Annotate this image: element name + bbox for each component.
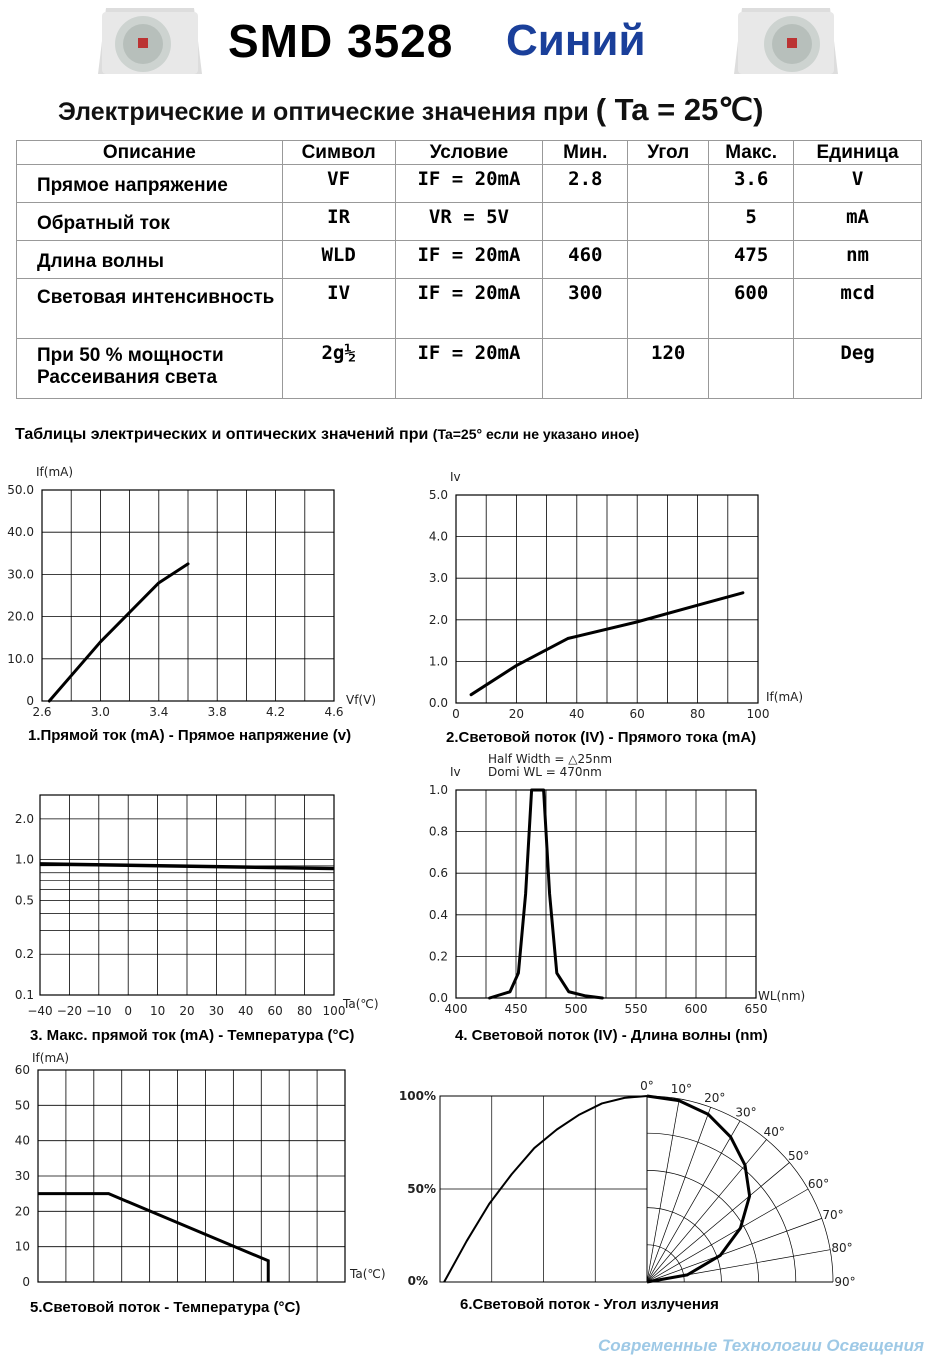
y-tick-label: 1.0 (428, 654, 448, 669)
chart-caption: 6.Световой поток - Угол излучения (460, 1296, 719, 1313)
x-tick-label: 550 (624, 1002, 648, 1016)
chart-caption: 2.Световой поток (IV) - Прямого тока (mA) (446, 729, 757, 746)
x-tick-label: 100 (322, 1004, 346, 1018)
y-tick-label: 5.0 (428, 488, 448, 502)
cell-angle (628, 241, 709, 279)
led-package-image-left (98, 4, 202, 78)
cell-unit: Deg (794, 339, 922, 399)
color-title: Синий (506, 16, 646, 65)
column-header: Условие (395, 141, 543, 165)
cell-symbol: VF (282, 165, 395, 203)
cell-min: 460 (543, 241, 628, 279)
x-tick-label: −40 (27, 1004, 53, 1018)
x-tick-label: −20 (56, 1004, 83, 1018)
cell-desc: Длина волны (17, 241, 283, 279)
section-title-note: (Ta=25° если не указано иное) (432, 426, 640, 442)
cell-min (543, 203, 628, 241)
led-package-image-right (734, 4, 838, 78)
y-tick-label: 50% (407, 1182, 436, 1196)
subtitle-text: Электрические и оптические значения при (58, 98, 589, 126)
y-tick-label: 0.0 (428, 696, 448, 710)
x-tick-label: 600 (684, 1002, 708, 1016)
chart-caption: 5.Световой поток - Температура (°C) (30, 1299, 301, 1316)
model-title: SMD 3528 (228, 15, 454, 67)
x-tick-label: 450 (504, 1002, 528, 1016)
column-header: Макс. (709, 141, 794, 165)
table-row (17, 165, 922, 203)
x-axis-label: If(mA) (766, 690, 804, 704)
x-tick-label: −10 (86, 1004, 112, 1018)
x-tick-label: 60 (629, 707, 645, 721)
cell-unit: mcd (794, 279, 922, 339)
y-tick-label: 10 (14, 1239, 30, 1254)
column-header: Символ (282, 141, 395, 165)
cell-max: 3.6 (709, 165, 794, 203)
y-axis-label: Iv (450, 470, 461, 484)
y-tick-label: 60 (14, 1063, 30, 1077)
cell-unit: nm (794, 241, 922, 279)
y-tick-label: 30 (14, 1169, 30, 1183)
y-tick-label: 0.0 (428, 991, 448, 1005)
chart-forward-current-vs-voltage (0, 460, 400, 720)
angle-label: 60° (807, 1177, 830, 1191)
x-tick-label: 650 (744, 1002, 768, 1016)
angle-label: 90° (834, 1275, 856, 1289)
x-tick-label: 100 (746, 707, 770, 721)
cell-condition: IF = 20mA (395, 241, 543, 279)
x-tick-label: 2.6 (32, 705, 52, 719)
chart-flux-vs-wavelength (420, 750, 820, 1022)
cell-condition: VR = 5V (395, 203, 543, 241)
x-tick-label: 3.0 (90, 705, 110, 719)
cell-angle (628, 203, 709, 241)
y-tick-label: 30.0 (7, 567, 34, 582)
series-line (647, 1096, 750, 1282)
x-axis-label: Vf(V) (346, 693, 377, 707)
x-axis-label: Ta(℃) (350, 1267, 386, 1281)
y-tick-label: 20 (14, 1204, 30, 1219)
cell-condition: IF = 20mA (395, 339, 543, 399)
angle-label: 50° (788, 1149, 810, 1164)
y-tick-label: 0 (26, 694, 34, 708)
y-tick-label: 50 (14, 1098, 30, 1113)
cell-symbol: WLD (282, 241, 395, 279)
y-axis-label: If(mA) (36, 465, 74, 479)
table-row (17, 279, 922, 339)
y-tick-label: 4.0 (428, 529, 448, 544)
cell-max: 475 (709, 241, 794, 279)
y-tick-label: 0.5 (14, 893, 34, 908)
series-line (49, 564, 188, 701)
cell-desc: Световая интенсивность (17, 279, 283, 339)
cell-unit: mA (794, 203, 922, 241)
chart-annotation: Domi WL = 470nm (488, 765, 602, 779)
cell-symbol: IV (282, 279, 395, 339)
angle-label: 30° (735, 1105, 757, 1120)
x-tick-label: 80 (296, 1004, 313, 1018)
y-axis-label: If(mA) (32, 1051, 70, 1065)
y-tick-label: 40.0 (7, 525, 34, 540)
x-tick-label: 4.6 (324, 705, 344, 719)
table-header-row (17, 141, 922, 165)
cell-min: 2.8 (543, 165, 628, 203)
chart-caption: 1.Прямой ток (mA) - Прямое напряжение (v) (28, 727, 352, 744)
cell-max: 600 (709, 279, 794, 339)
cell-max (709, 339, 794, 399)
x-tick-label: 4.2 (266, 705, 286, 719)
cell-max: 5 (709, 203, 794, 241)
x-tick-label: 500 (564, 1002, 588, 1016)
x-tick-label: 80 (689, 707, 706, 721)
series-line (40, 864, 334, 869)
y-tick-label: 3.0 (428, 571, 448, 586)
angle-label: 0° (640, 1079, 654, 1093)
spec-table (16, 140, 922, 399)
section-title-text: Таблицы электрических и оптических значений при (15, 426, 429, 443)
y-tick-label: 0.4 (428, 907, 448, 922)
chart-max-current-vs-temperature (0, 785, 400, 1023)
chart-caption: 3. Макс. прямой ток (mA) - Температура (°C) (30, 1027, 355, 1044)
cell-desc: Прямое напряжение (17, 165, 283, 203)
y-tick-label: 50.0 (7, 483, 34, 497)
cell-angle: 120 (628, 339, 709, 399)
cell-symbol: 2g½ (282, 339, 395, 399)
angle-label: 10° (670, 1081, 693, 1096)
polar-spoke (647, 1140, 767, 1282)
y-tick-label: 1.0 (428, 783, 448, 797)
cell-condition: IF = 20mA (395, 279, 543, 339)
cell-symbol: IR (282, 203, 395, 241)
angle-label: 20° (704, 1090, 726, 1105)
x-tick-label: 10 (149, 1004, 166, 1018)
y-axis-label: Iv (450, 765, 461, 779)
chart-annotation: Half Width = △25nm (488, 752, 613, 766)
y-tick-label: 0.1 (14, 988, 34, 1002)
angle-label: 80° (831, 1240, 853, 1255)
column-header: Угол (628, 141, 709, 165)
cell-angle (628, 279, 709, 339)
y-tick-label: 0.2 (14, 947, 34, 962)
x-tick-label: 40 (569, 707, 585, 721)
x-tick-label: 30 (208, 1004, 225, 1018)
y-tick-label: 1.0 (14, 852, 34, 867)
chart-radiation-pattern (400, 1072, 900, 1292)
cell-min (543, 339, 628, 399)
table-row (17, 203, 922, 241)
y-tick-label: 0.8 (428, 824, 448, 839)
cell-angle (628, 165, 709, 203)
cell-desc: При 50 % мощности Рассеивания света (17, 339, 283, 399)
y-tick-label: 2.0 (428, 612, 448, 627)
x-tick-label: 3.4 (149, 705, 169, 719)
x-axis-label: WL(nm) (758, 989, 806, 1003)
angle-label: 70° (822, 1207, 844, 1222)
x-tick-label: 3.8 (207, 705, 227, 719)
temperature-condition: ( Ta = 25℃) (595, 92, 764, 127)
cell-min: 300 (543, 279, 628, 339)
polar-spoke (647, 1162, 789, 1282)
x-tick-label: 20 (179, 1004, 195, 1018)
cell-condition: IF = 20mA (395, 165, 543, 203)
table-row (17, 339, 922, 399)
y-tick-label: 0.2 (428, 949, 448, 964)
x-axis-label: Ta(℃) (343, 997, 379, 1011)
x-tick-label: 400 (444, 1002, 468, 1016)
y-tick-label: 0 (22, 1275, 30, 1289)
y-tick-label: 0% (407, 1274, 428, 1288)
section-title (15, 426, 639, 444)
column-header: Описание (17, 141, 283, 165)
chart-caption: 4. Световой поток (IV) - Длина волны (nm) (455, 1027, 768, 1044)
y-tick-label: 2.0 (14, 811, 34, 826)
angle-label: 40° (763, 1124, 785, 1139)
column-header: Единица (794, 141, 922, 165)
chart-flux-vs-temperature (0, 1050, 400, 1290)
x-tick-label: 60 (267, 1004, 283, 1018)
chart-luminous-flux-vs-current (420, 460, 820, 722)
y-tick-label: 40 (14, 1133, 30, 1148)
x-tick-label: 20 (508, 707, 525, 721)
footer-brand: Современные Технологии Освещения (598, 1336, 924, 1355)
column-header: Мин. (543, 141, 628, 165)
y-tick-label: 20.0 (7, 609, 34, 624)
cell-desc: Обратный ток (17, 203, 283, 241)
y-tick-label: 100% (398, 1089, 436, 1103)
table-row (17, 241, 922, 279)
cell-unit: V (794, 165, 922, 203)
x-tick-label: 40 (238, 1004, 254, 1018)
x-tick-label: 0 (124, 1004, 133, 1018)
y-tick-label: 0.6 (428, 866, 448, 881)
y-tick-label: 10.0 (7, 651, 34, 666)
subtitle (58, 92, 763, 128)
x-tick-label: 0 (452, 707, 460, 721)
